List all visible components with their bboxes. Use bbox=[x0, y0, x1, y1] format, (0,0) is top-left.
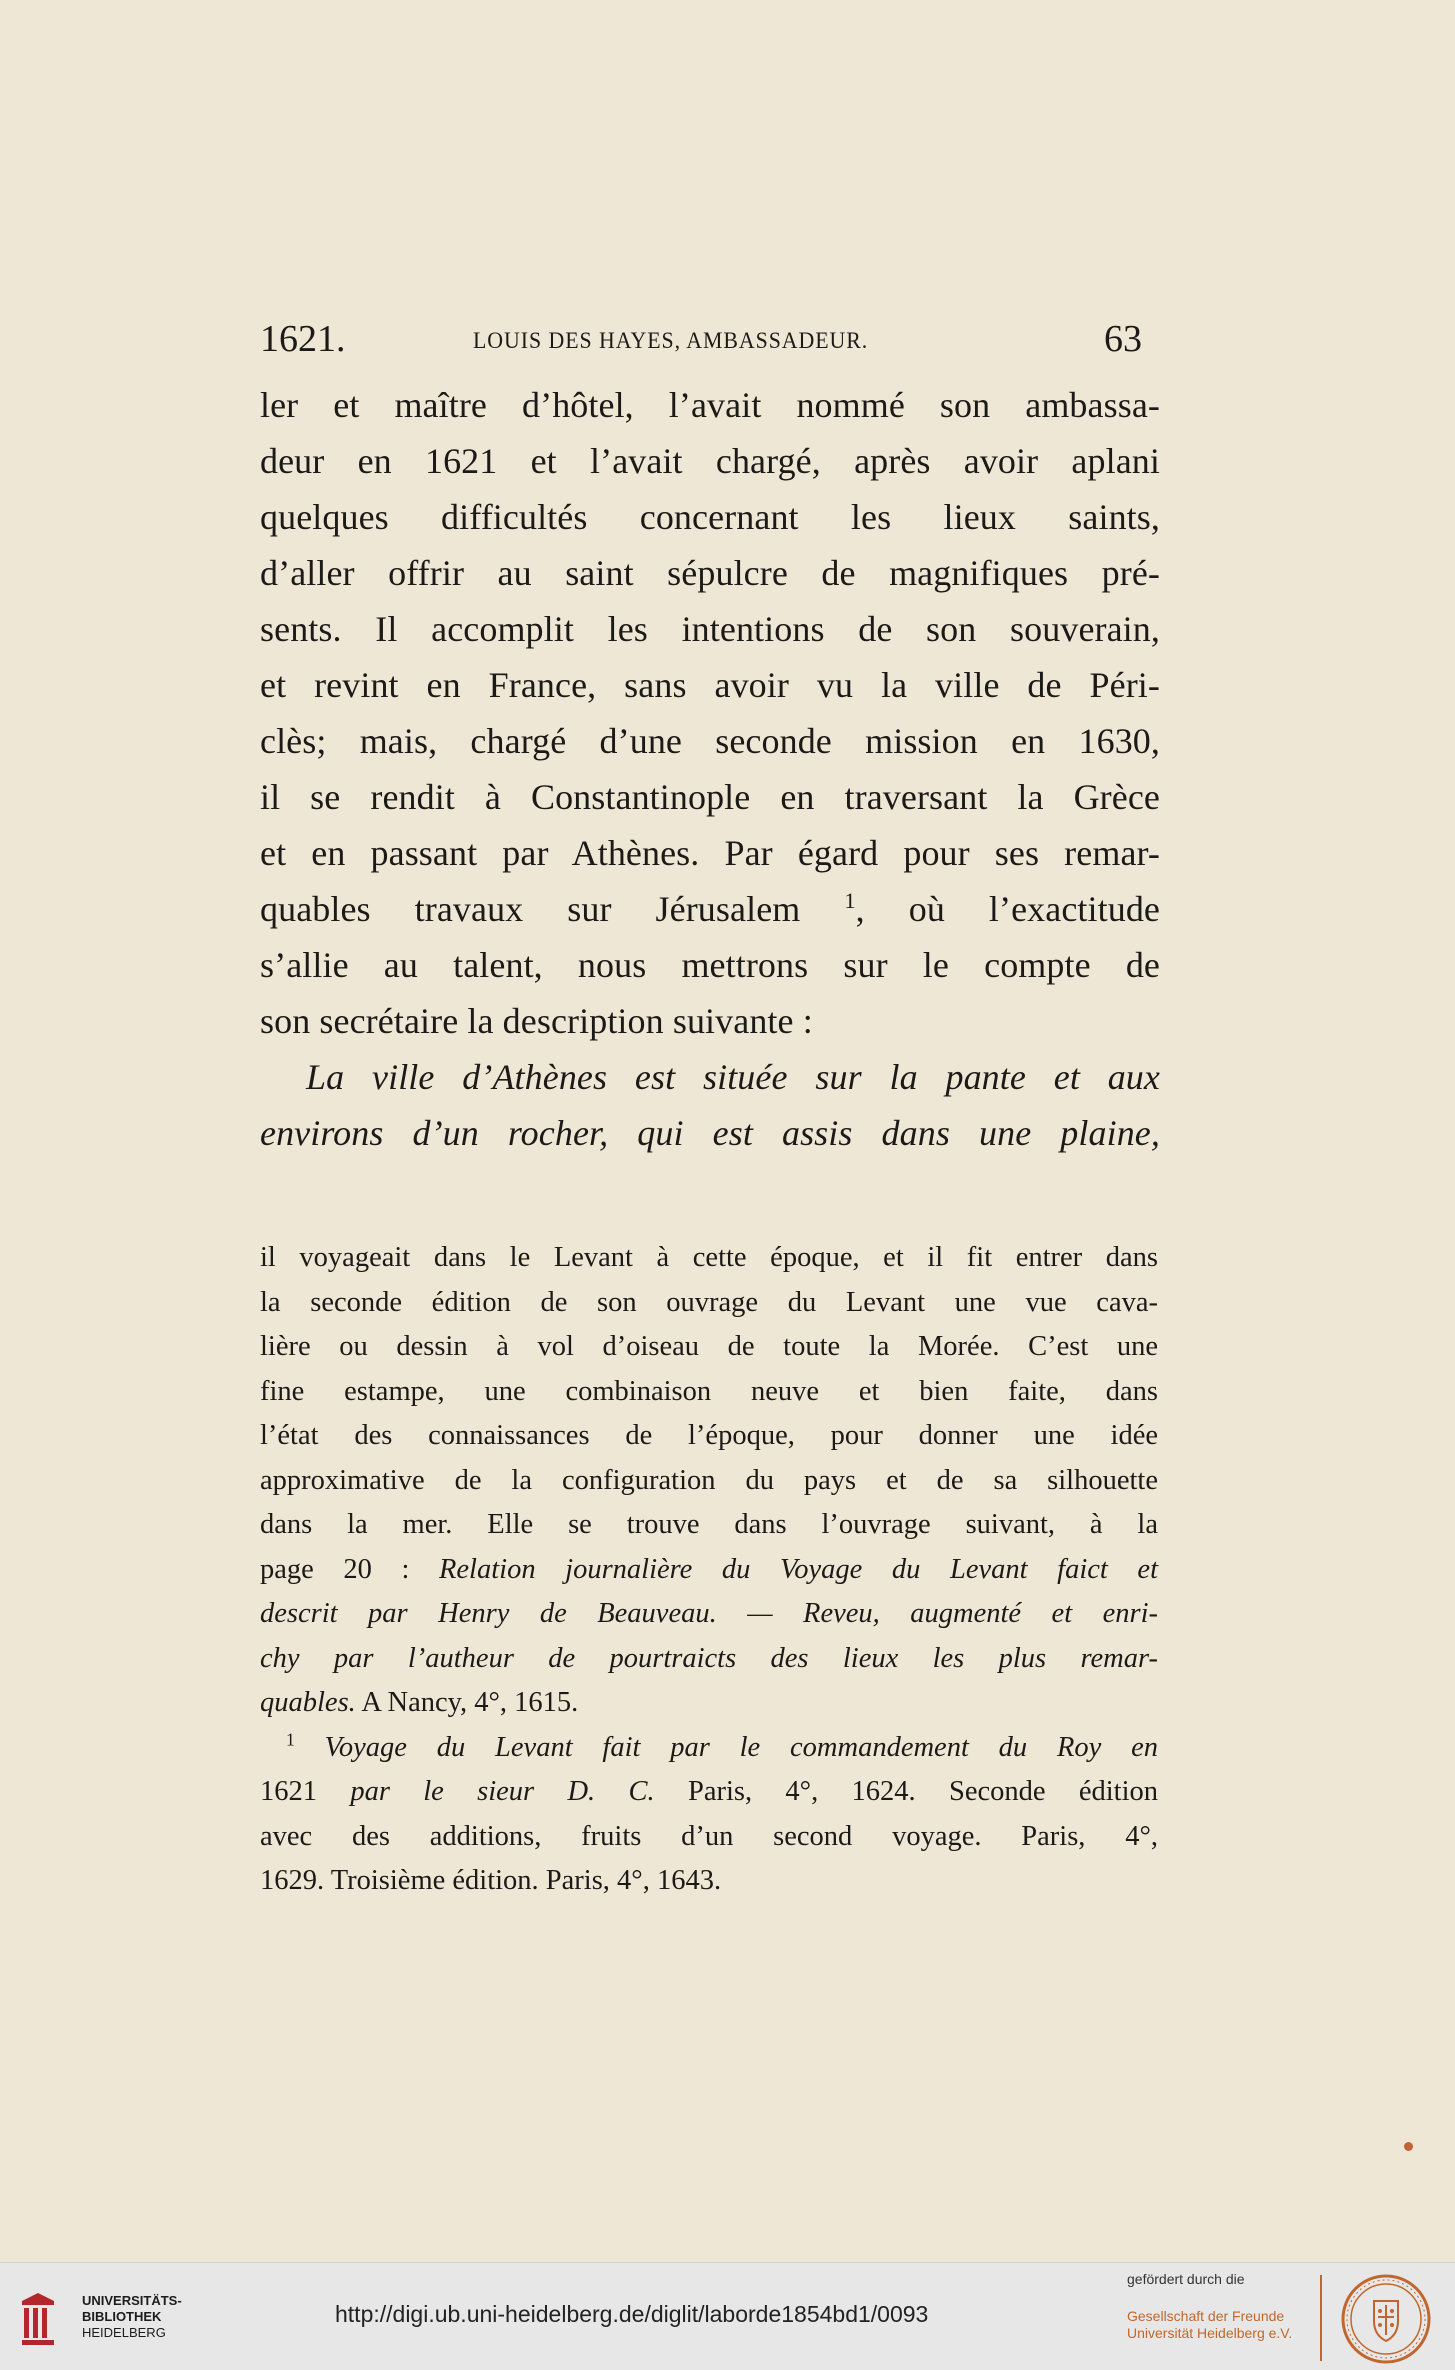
text-line: sents. Il accomplit les intentions de son souverain, bbox=[260, 609, 1160, 649]
book-title: Relation journalière du Voyage du Levant faict et bbox=[439, 1553, 1158, 1585]
footnote-line bbox=[260, 1770, 1158, 1815]
text-line: son secrétaire la description suivante : bbox=[260, 1001, 813, 1041]
text-line: et revint en France, sans avoir vu la ville de Péri- bbox=[260, 665, 1160, 705]
footnote-line: 1629. Troisième édition. Paris, 4°, 1643. bbox=[260, 1865, 722, 1896]
footnotes bbox=[260, 1236, 1158, 1904]
quote-line: environs d’un rocher, qui est assis dans une plaine, bbox=[260, 1113, 1160, 1153]
text-line: deur en 1621 et l’avait chargé, après avoir aplani bbox=[260, 441, 1160, 481]
footnote-line: fine estampe, une combinaison neuve et bien faite, dans bbox=[260, 1375, 1158, 1407]
header-year: 1621. bbox=[260, 318, 346, 360]
ink-dot bbox=[1404, 2142, 1413, 2151]
sponsor-name: Universität Heidelberg e.V. bbox=[1127, 2325, 1293, 2341]
text-segment: A Nancy, 4°, 1615. bbox=[355, 1687, 579, 1718]
footnote-line: dans la mer. Elle se trouve dans l’ouvrage suivant, à la bbox=[260, 1509, 1158, 1540]
text-line: d’aller offrir au saint sépulcre de magnifiques pré- bbox=[260, 553, 1160, 593]
book-title: Voyage du Levant fait par le commandement du Roy en bbox=[294, 1731, 1158, 1763]
text-segment: quables travaux sur Jérusalem bbox=[260, 889, 801, 929]
sponsor-block bbox=[1127, 2271, 1317, 2342]
book-title: quables. bbox=[260, 1687, 356, 1718]
footnote-line bbox=[260, 1548, 1158, 1593]
footnote-line bbox=[260, 1726, 1158, 1771]
library-name bbox=[82, 2293, 182, 2341]
footnote-line: lière ou dessin à vol d’oiseau de toute la Morée. C’est une bbox=[260, 1331, 1158, 1362]
quote-line: La ville d’Athènes est située sur la pante et aux bbox=[306, 1057, 1160, 1097]
text-segment: , où l’exactitude bbox=[855, 889, 1160, 929]
university-seal-icon bbox=[1340, 2273, 1432, 2365]
library-name-line: BIBLIOTHEK bbox=[82, 2309, 162, 2324]
text-line: et en passant par Athènes. Par égard pour ses remar- bbox=[260, 833, 1160, 873]
text-segment: page 20 : bbox=[260, 1553, 439, 1585]
text-line: s’allie au talent, nous mettrons sur le compte de bbox=[260, 945, 1160, 985]
footnote-line: descrit par Henry de Beauveau. — Reveu, augmenté et enri- bbox=[260, 1598, 1158, 1629]
text-line bbox=[260, 881, 1160, 937]
text-line: ler et maître d’hôtel, l’avait nommé son ambassa- bbox=[260, 385, 1160, 425]
text-line: quelques difficultés concernant les lieux saints, bbox=[260, 497, 1160, 537]
page-header bbox=[260, 314, 1160, 364]
text-line: il se rendit à Constantinople en traversant la Grèce bbox=[260, 777, 1160, 817]
footnote-line bbox=[260, 1681, 1158, 1726]
page-number: 63 bbox=[1104, 318, 1142, 360]
footnote-line: avec des additions, fruits d’un second voyage. Paris, 4°, bbox=[260, 1820, 1158, 1852]
text-segment: 1621 bbox=[260, 1776, 351, 1807]
main-text bbox=[260, 377, 1160, 1161]
book-author: par le sieur D. C. bbox=[350, 1776, 655, 1807]
text-segment: Paris, 4°, 1624. Seconde édition bbox=[654, 1776, 1158, 1807]
sponsor-name: Gesellschaft der Freunde bbox=[1127, 2308, 1285, 2324]
running-title: LOUIS DES HAYES, AMBASSADEUR. bbox=[473, 328, 869, 353]
footnote-line: il voyageait dans le Levant à cette époque, et il fit entrer dans bbox=[260, 1242, 1158, 1273]
divider bbox=[1320, 2275, 1322, 2361]
text-line: clès; mais, chargé d’une seconde mission en 1630, bbox=[260, 721, 1160, 761]
permalink-url[interactable]: http://digi.ub.uni-heidelberg.de/diglit/laborde1854bd1/0093 bbox=[335, 2301, 929, 2327]
library-logo-icon bbox=[18, 2291, 58, 2347]
library-name-line: UNIVERSITÄTS- bbox=[82, 2293, 182, 2308]
footnote-line: l’état des connaissances de l’époque, pour donner une idée bbox=[260, 1420, 1158, 1451]
footnote-marker: 1 bbox=[286, 1729, 295, 1749]
footnote-line: approximative de la configuration du pays et de sa silhouette bbox=[260, 1464, 1158, 1496]
footnote-line: la seconde édition de son ouvrage du Levant une vue cava- bbox=[260, 1286, 1158, 1318]
sponsor-caption: gefördert durch die bbox=[1127, 2271, 1245, 2287]
footnote-reference[interactable]: 1 bbox=[844, 888, 856, 913]
digitization-footer bbox=[0, 2262, 1455, 2370]
library-name-line: HEIDELBERG bbox=[82, 2325, 166, 2340]
footnote-line: chy par l’autheur de pourtraicts des lieux les plus remar- bbox=[260, 1642, 1158, 1674]
